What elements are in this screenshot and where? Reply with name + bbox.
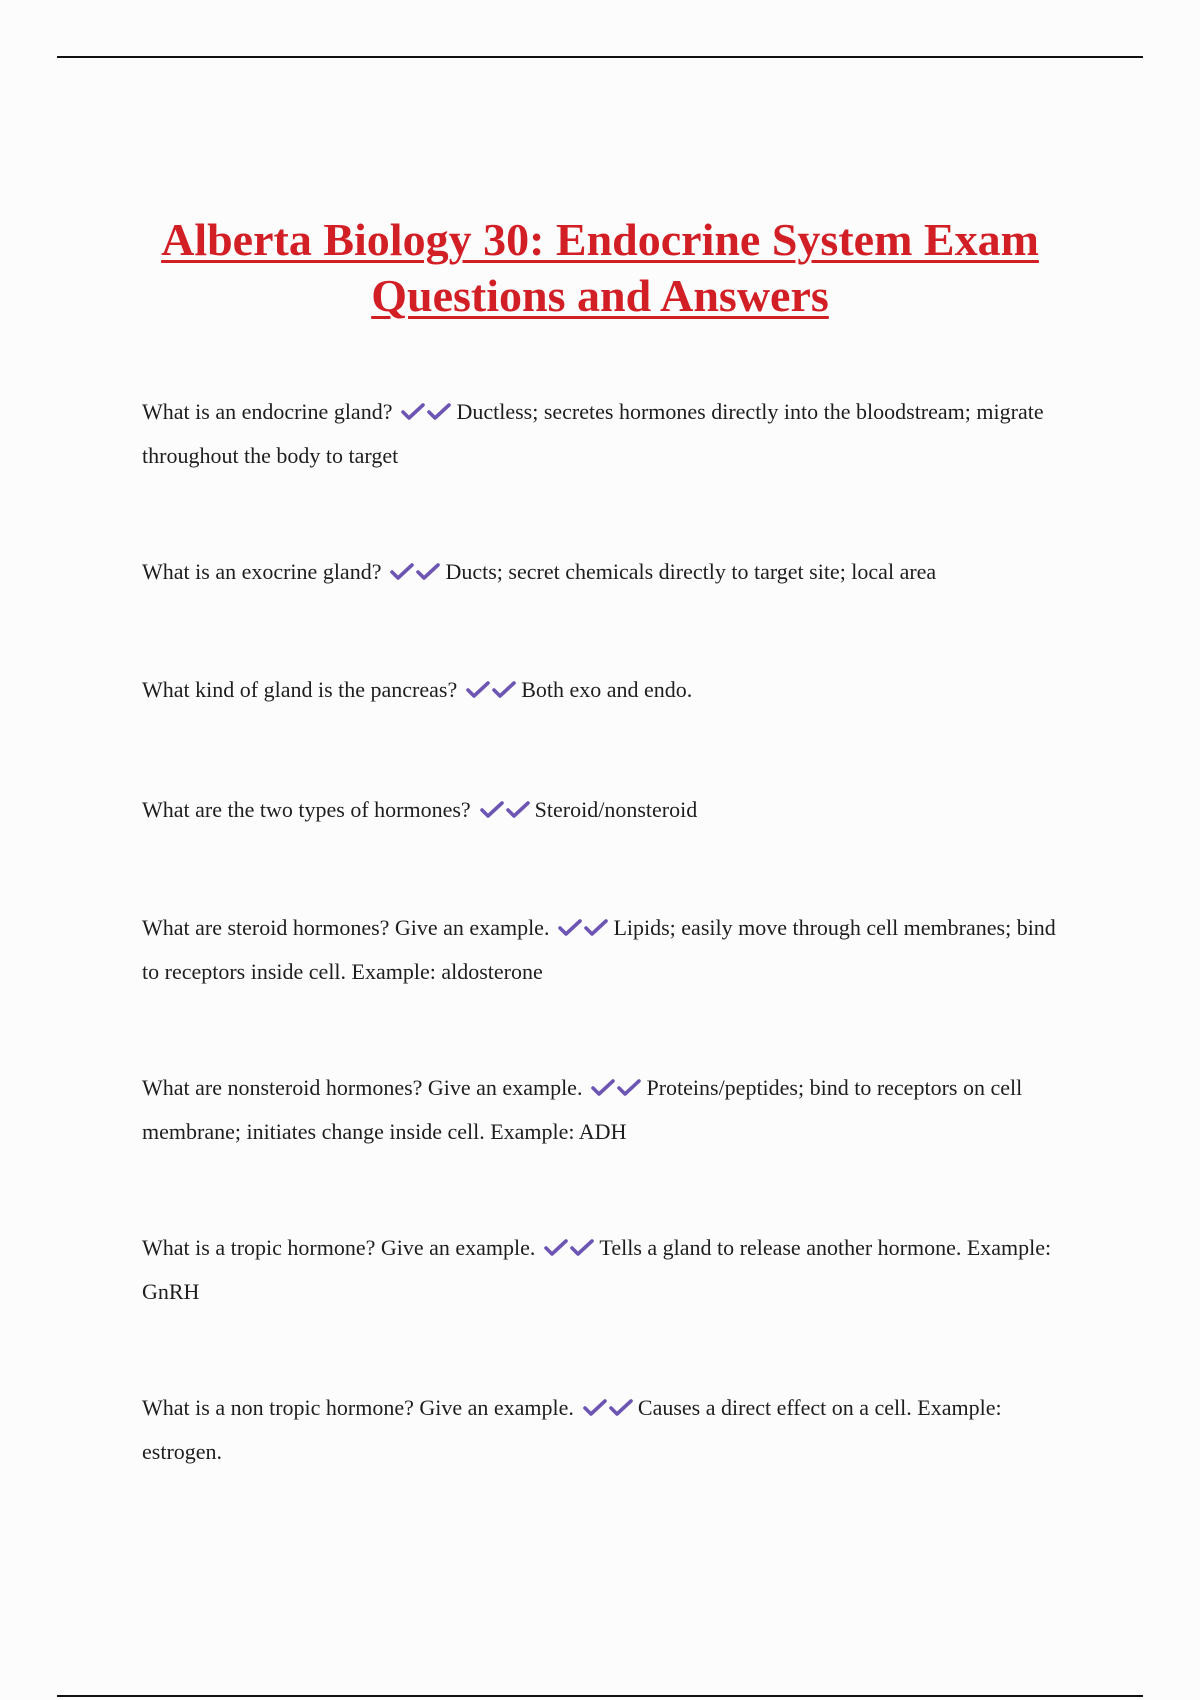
checkmark-icon xyxy=(569,1239,595,1257)
checkmark-icon xyxy=(557,919,583,937)
checkmark-icon xyxy=(389,563,415,581)
question-text: What is an exocrine gland? xyxy=(142,559,382,584)
answer-text: Lipids; easily move through cell membranes; bind to receptors inside cell. Example: aldosterone xyxy=(142,915,1056,984)
checkmark-icon xyxy=(590,1079,616,1097)
question-text: What are nonsteroid hormones? Give an example. xyxy=(142,1075,583,1100)
footer-rule xyxy=(57,1695,1143,1697)
answer-checkmarks xyxy=(465,668,517,712)
answer-text: Ductless; secretes hormones directly into the bloodstream; migrate throughout the body to target xyxy=(142,399,1044,468)
answer-checkmarks xyxy=(543,1226,595,1270)
answer-checkmarks xyxy=(389,550,441,594)
answer-checkmarks xyxy=(400,390,452,434)
checkmark-icon xyxy=(415,563,441,581)
answer-checkmarks xyxy=(590,1066,642,1110)
question-text: What are steroid hormones? Give an example. xyxy=(142,915,550,940)
qa-item xyxy=(142,906,1072,994)
qa-item xyxy=(142,1226,1072,1314)
qa-item xyxy=(142,1066,1072,1154)
question-text: What are the two types of hormones? xyxy=(142,797,471,822)
question-text: What is a non tropic hormone? Give an example. xyxy=(142,1395,574,1420)
answer-checkmarks xyxy=(582,1386,634,1430)
checkmark-icon xyxy=(465,681,491,699)
answer-checkmarks xyxy=(557,906,609,950)
answer-text: Ducts; secret chemicals directly to target site; local area xyxy=(445,559,937,584)
qa-item xyxy=(142,390,1072,478)
document-title: Alberta Biology 30: Endocrine System Exam Questions and Answers xyxy=(161,214,1039,321)
checkmark-icon xyxy=(505,801,531,819)
checkmark-icon xyxy=(479,801,505,819)
checkmark-icon xyxy=(616,1079,642,1097)
checkmark-icon xyxy=(582,1399,608,1417)
answer-checkmarks xyxy=(479,788,531,832)
qa-item xyxy=(142,668,1072,712)
qa-item xyxy=(142,788,1072,832)
question-text: What kind of gland is the pancreas? xyxy=(142,677,458,702)
checkmark-icon xyxy=(491,681,517,699)
answer-text: Steroid/nonsteroid xyxy=(534,797,698,822)
question-text: What is a tropic hormone? Give an example. xyxy=(142,1235,536,1260)
answer-text: Tells a gland to release another hormone. Example: GnRH xyxy=(142,1235,1052,1304)
checkmark-icon xyxy=(583,919,609,937)
checkmark-icon xyxy=(608,1399,634,1417)
checkmark-icon xyxy=(543,1239,569,1257)
header-rule xyxy=(57,56,1143,58)
checkmark-icon xyxy=(400,403,426,421)
checkmark-icon xyxy=(426,403,452,421)
answer-text: Causes a direct effect on a cell. Example: estrogen. xyxy=(142,1395,1002,1464)
qa-item xyxy=(142,550,1072,594)
answer-text: Proteins/peptides; bind to receptors on cell membrane; initiates change inside cell. Example: ADH xyxy=(142,1075,1023,1144)
question-text: What is an endocrine gland? xyxy=(142,399,393,424)
answer-text: Both exo and endo. xyxy=(521,677,693,702)
qa-item xyxy=(142,1386,1072,1474)
